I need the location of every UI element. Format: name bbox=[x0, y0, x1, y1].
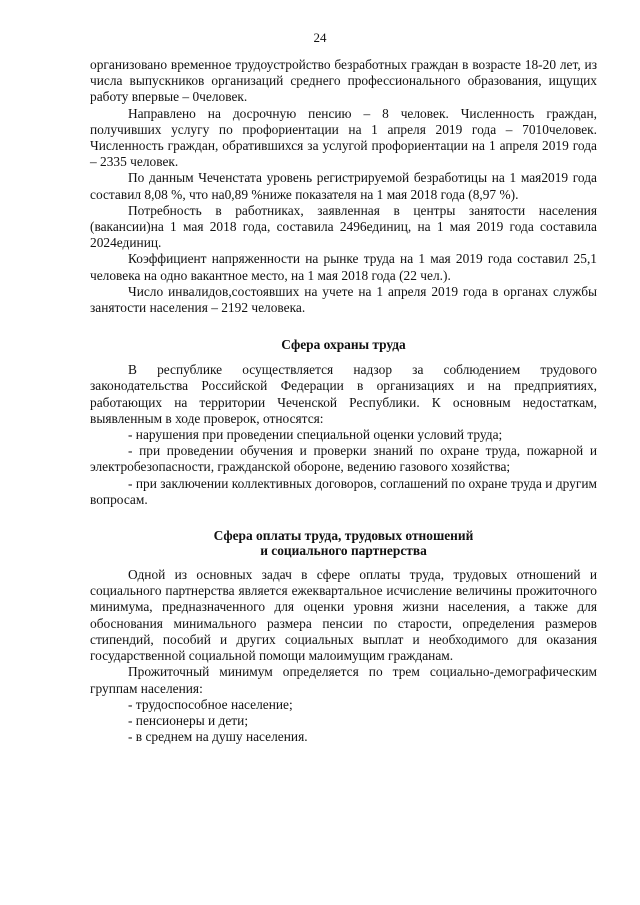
heading-labor-protection-text: Сфера охраны труда bbox=[281, 337, 406, 353]
list-item-pensioners-children: - пенсионеры и дети; bbox=[128, 712, 249, 728]
paragraph-social-groups: Прожиточный минимум определяется по трем социально-демографическим группам населения: bbox=[90, 664, 597, 696]
paragraph-tension-coefficient: Коэффициент напряженности на рынке труда на 1 мая 2019 года составил 25,1 человека на одно вакантное место, на 1 мая 2018 года (22 чел.). bbox=[90, 251, 597, 283]
list-item-special-assessment: - нарушения при проведении специальной оценки условий труда; bbox=[128, 427, 503, 443]
paragraph-vacancies: Потребность в работниках, заявленная в центры занятости населения (вакансии)на 1 мая 2018 года, составила 2496единиц, на 1 мая 2019 года составила 2024единиц. bbox=[90, 202, 597, 251]
heading-wages-labor-relations bbox=[90, 528, 597, 558]
paragraph-temporary-employment: организовано временное трудоустройство безработных граждан в возрасте 18-20 лет, из числа выпускников организаций среднего профессионального образования, ищущих работу впервые – 0человек. bbox=[90, 57, 597, 105]
heading-wages-line2: и социального партнерства bbox=[260, 543, 427, 559]
list-item-training: - при проведении обучения и проверки знаний по охране труда, пожарной и электробезопасности, гражданской обороне, ведению газового хозяйства; bbox=[90, 443, 597, 475]
document-body bbox=[90, 57, 597, 745]
page-number: 24 bbox=[313, 30, 327, 45]
list-item-working-age: - трудоспособное население; bbox=[128, 696, 293, 712]
paragraph-early-pension: Направлено на досрочную пенсию – 8 человек. Численность граждан, получивших услугу по профориентации на 1 апреля 2019 года – 7010человек. Численность граждан, обратившихся за услугой профориентации на 1 апреля 2019 года – 2335 человек. bbox=[90, 105, 597, 170]
list-item-per-capita: - в среднем на душу населения. bbox=[128, 729, 308, 745]
heading-wages-line1: Сфера оплаты труда, трудовых отношений bbox=[213, 528, 474, 544]
paragraph-unemployment-rate: По данным Чеченстата уровень регистрируемой безработицы на 1 мая2019 года составил 8,08 %, что на0,89 %ниже показателя на 1 мая 2018 года (8,97 %). bbox=[90, 170, 597, 202]
heading-labor-protection bbox=[90, 337, 597, 352]
paragraph-supervision: В республике осуществляется надзор за соблюдением трудового законодательства Российской Федерации в организациях и на предприятиях, работающих на территории Чеченской Республики. К основным недостаткам, выявленным в ходе проверок, относятся: bbox=[90, 362, 597, 426]
paragraph-subsistence-minimum: Одной из основных задач в сфере оплаты труда, трудовых отношений и социального партнерства является ежеквартальное исчисление величины прожиточного минимума, предназначенного для оценки уровня жизни населения, а также для обоснования минимального размера пенсии по старости, определения размеров стипендий, пособий и других социальных выплат и необходимого для оказания государственной социальной помощи малоимущим гражданам. bbox=[90, 567, 597, 664]
list-item-collective-agreements: - при заключении коллективных договоров, соглашений по охране труда и другим вопросам. bbox=[90, 475, 597, 507]
paragraph-disabled-registered: Число инвалидов,состоявших на учете на 1 апреля 2019 года в органах службы занятости населения – 2192 человека. bbox=[90, 283, 597, 316]
